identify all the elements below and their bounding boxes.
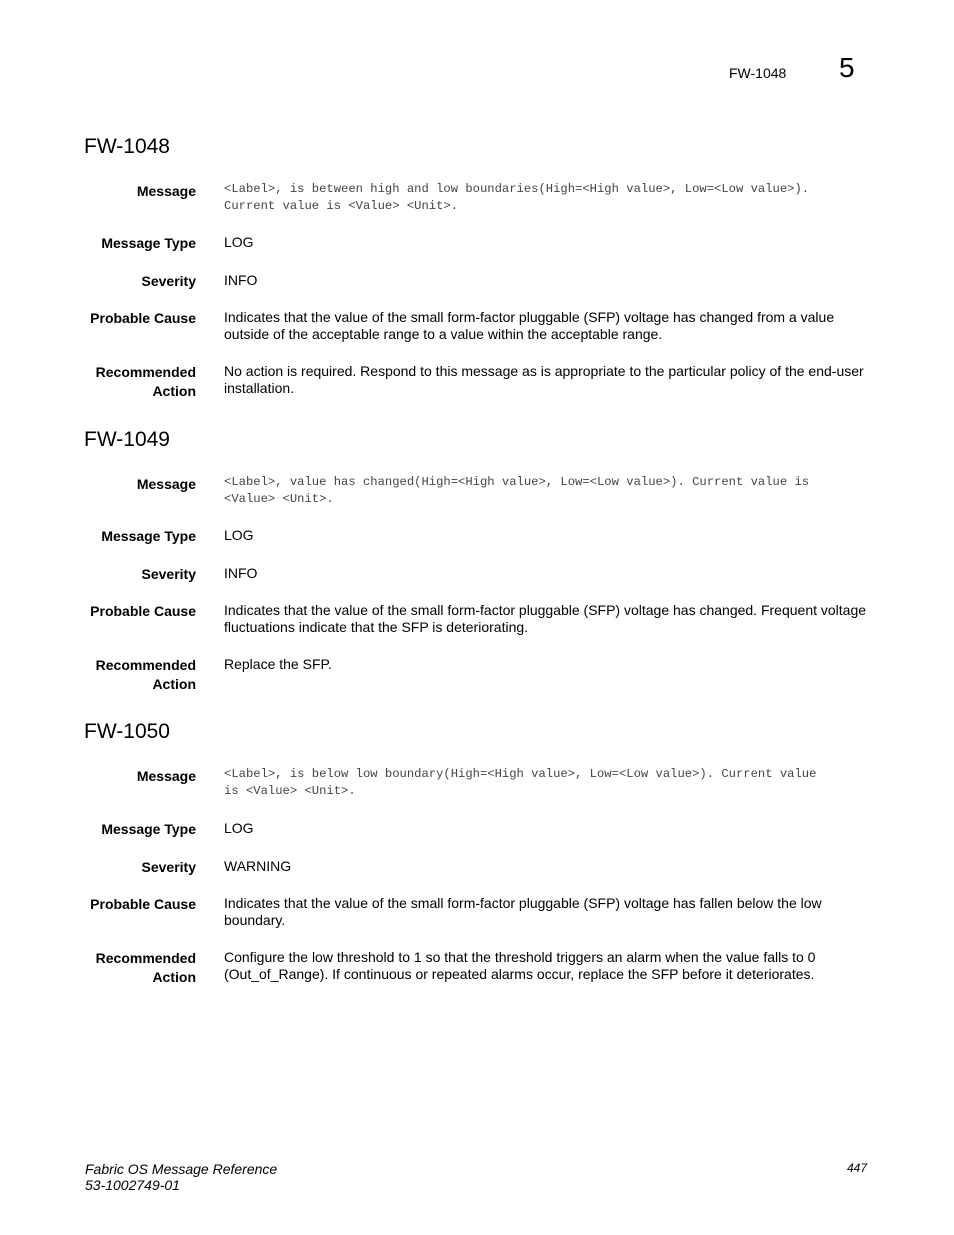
text-line: Indicates that the value of the small form-factor pluggable (SFP) voltage has changed from a value bbox=[224, 309, 835, 325]
recommended-action-value bbox=[224, 656, 874, 673]
label-line: Action bbox=[152, 383, 196, 399]
severity-value: WARNING bbox=[224, 858, 292, 874]
message-value bbox=[224, 181, 874, 215]
text-line: outside of the acceptable range to a value within the acceptable range. bbox=[224, 326, 663, 342]
text-line: (Out_of_Range). If continuous or repeated alarms occur, replace the SFP before it deteriorates. bbox=[224, 966, 815, 982]
label-line: Action bbox=[152, 676, 196, 692]
text-line: Configure the low threshold to 1 so that the threshold triggers an alarm when the value falls to 0 bbox=[224, 949, 816, 965]
label-line: Recommended bbox=[95, 657, 196, 673]
message-type-label: Message Type bbox=[101, 821, 196, 837]
severity-value: INFO bbox=[224, 272, 258, 288]
message-line: is <Value> <Unit>. bbox=[224, 784, 356, 798]
probable-cause-label: Probable Cause bbox=[90, 603, 196, 619]
message-line: <Label>, value has changed(High=<High value>, Low=<Low value>). Current value is bbox=[224, 475, 810, 489]
severity-label: Severity bbox=[141, 859, 196, 875]
probable-cause-value bbox=[224, 602, 874, 636]
message-type-value: LOG bbox=[224, 820, 254, 836]
text-line: fluctuations indicate that the SFP is deteriorating. bbox=[224, 619, 529, 635]
running-title: FW-1048 bbox=[729, 65, 787, 81]
probable-cause-value bbox=[224, 309, 874, 343]
footer-doc-number: 53-1002749-01 bbox=[85, 1177, 180, 1193]
chapter-number: 5 bbox=[839, 52, 855, 83]
message-type-label: Message Type bbox=[101, 235, 196, 251]
message-value bbox=[224, 474, 874, 508]
footer-book-title: Fabric OS Message Reference bbox=[85, 1161, 278, 1177]
section-title: FW-1049 bbox=[84, 428, 170, 451]
message-label: Message bbox=[136, 476, 196, 492]
footer-page-number: 447 bbox=[847, 1161, 868, 1175]
label-line: Recommended bbox=[95, 364, 196, 380]
message-type-label: Message Type bbox=[101, 528, 196, 544]
message-line: <Label>, is between high and low boundaries(High=<High value>, Low=<Low value>). bbox=[224, 182, 810, 196]
probable-cause-label: Probable Cause bbox=[90, 310, 196, 326]
text-line: Indicates that the value of the small form-factor pluggable (SFP) voltage has fallen below the low bbox=[224, 895, 822, 911]
recommended-action-value bbox=[224, 363, 874, 397]
text-line: Indicates that the value of the small form-factor pluggable (SFP) voltage has changed. Frequent voltage bbox=[224, 602, 867, 618]
recommended-action-label bbox=[60, 949, 196, 987]
recommended-action-label bbox=[60, 363, 196, 401]
recommended-action-label bbox=[60, 656, 196, 694]
text-line: installation. bbox=[224, 380, 295, 396]
section-title: FW-1048 bbox=[84, 135, 170, 158]
footer-book-info bbox=[85, 1161, 277, 1193]
message-line: <Value> <Unit>. bbox=[224, 492, 334, 506]
severity-value: INFO bbox=[224, 565, 258, 581]
message-line: <Label>, is below low boundary(High=<High value>, Low=<Low value>). Current value bbox=[224, 767, 817, 781]
text-line: Replace the SFP. bbox=[224, 656, 332, 672]
message-type-value: LOG bbox=[224, 234, 254, 250]
text-line: No action is required. Respond to this message as is appropriate to the particular policy of the end-user bbox=[224, 363, 864, 379]
message-value bbox=[224, 766, 874, 800]
label-line: Action bbox=[152, 969, 196, 985]
message-label: Message bbox=[136, 768, 196, 784]
text-line: boundary. bbox=[224, 912, 286, 928]
severity-label: Severity bbox=[141, 566, 196, 582]
label-line: Recommended bbox=[95, 950, 196, 966]
probable-cause-value bbox=[224, 895, 874, 929]
message-line: Current value is <Value> <Unit>. bbox=[224, 199, 459, 213]
severity-label: Severity bbox=[141, 273, 196, 289]
message-type-value: LOG bbox=[224, 527, 254, 543]
section-title: FW-1050 bbox=[84, 720, 170, 743]
message-label: Message bbox=[136, 183, 196, 199]
recommended-action-value bbox=[224, 949, 874, 983]
probable-cause-label: Probable Cause bbox=[90, 896, 196, 912]
